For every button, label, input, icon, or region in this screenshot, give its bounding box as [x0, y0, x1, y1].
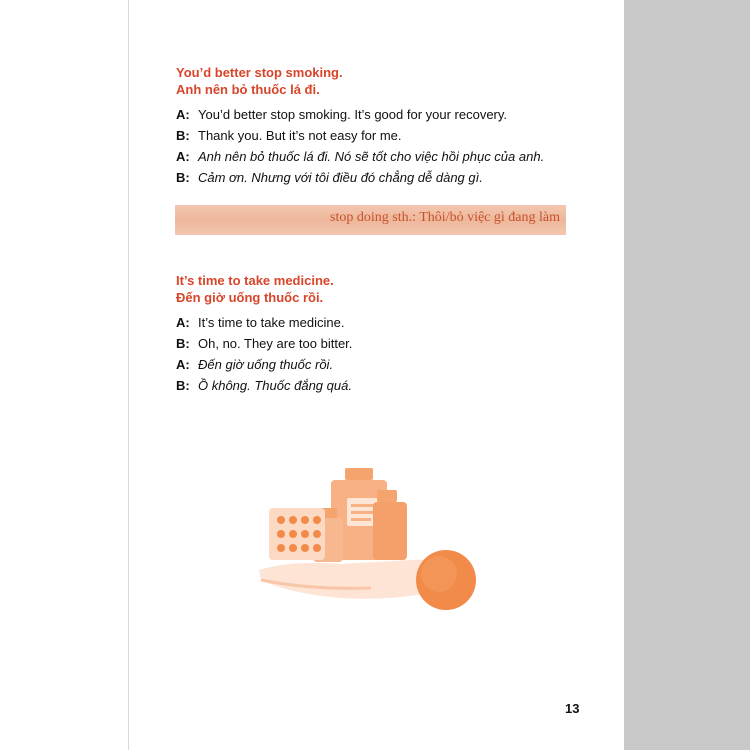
dialog-line	[176, 333, 352, 354]
speaker-label: A:	[176, 315, 190, 330]
dialog-text: Oh, no. They are too bitter.	[198, 336, 353, 351]
dialog-text: It’s time to take medicine.	[198, 315, 345, 330]
page-number: 13	[565, 701, 580, 716]
section1-title-vi: Anh nên bỏ thuốc lá đi.	[176, 82, 320, 97]
speaker-label: B:	[176, 128, 190, 143]
section1-dialog	[176, 104, 544, 188]
dialog-line	[176, 375, 352, 396]
section2-dialog	[176, 312, 352, 396]
dialog-line	[176, 146, 544, 167]
dialog-text: Cảm ơn. Nhưng với tôi điều đó chẳng dễ dàng gì.	[198, 170, 483, 185]
medicine-bottles-icon	[269, 468, 407, 562]
section2-heading	[176, 272, 334, 306]
section1-title-en: You’d better stop smoking.	[176, 65, 343, 80]
medicine-hand-illustration	[251, 462, 491, 612]
section2-title-en: It’s time to take medicine.	[176, 273, 334, 288]
speaker-label: B:	[176, 170, 190, 185]
speaker-label: A:	[176, 149, 190, 164]
speaker-label: A:	[176, 107, 190, 122]
dialog-text: Đến giờ uống thuốc rồi.	[198, 357, 334, 372]
dialog-line	[176, 125, 544, 146]
dialog-text: Anh nên bỏ thuốc lá đi. Nó sẽ tốt cho việc hồi phục của anh.	[198, 149, 545, 164]
dialog-line	[176, 312, 352, 333]
vocabulary-note	[175, 205, 566, 235]
left-margin	[0, 0, 129, 750]
speaker-label: B:	[176, 336, 190, 351]
vocabulary-note-text: stop doing sth.: Thôi/bỏ việc gì đang làm	[330, 210, 560, 225]
section1-heading	[176, 64, 343, 98]
dialog-text: Thank you. But it’s not easy for me.	[198, 128, 402, 143]
right-background	[624, 0, 750, 750]
section2-title-vi: Đến giờ uống thuốc rồi.	[176, 290, 324, 305]
book-page	[129, 0, 624, 750]
dialog-line	[176, 167, 544, 188]
dialog-text: You’d better stop smoking. It’s good for your recovery.	[198, 107, 508, 122]
dialog-text: Ồ không. Thuốc đắng quá.	[198, 378, 352, 393]
dialog-line	[176, 104, 544, 125]
speaker-label: B:	[176, 378, 190, 393]
speaker-label: A:	[176, 357, 190, 372]
dialog-line	[176, 354, 352, 375]
